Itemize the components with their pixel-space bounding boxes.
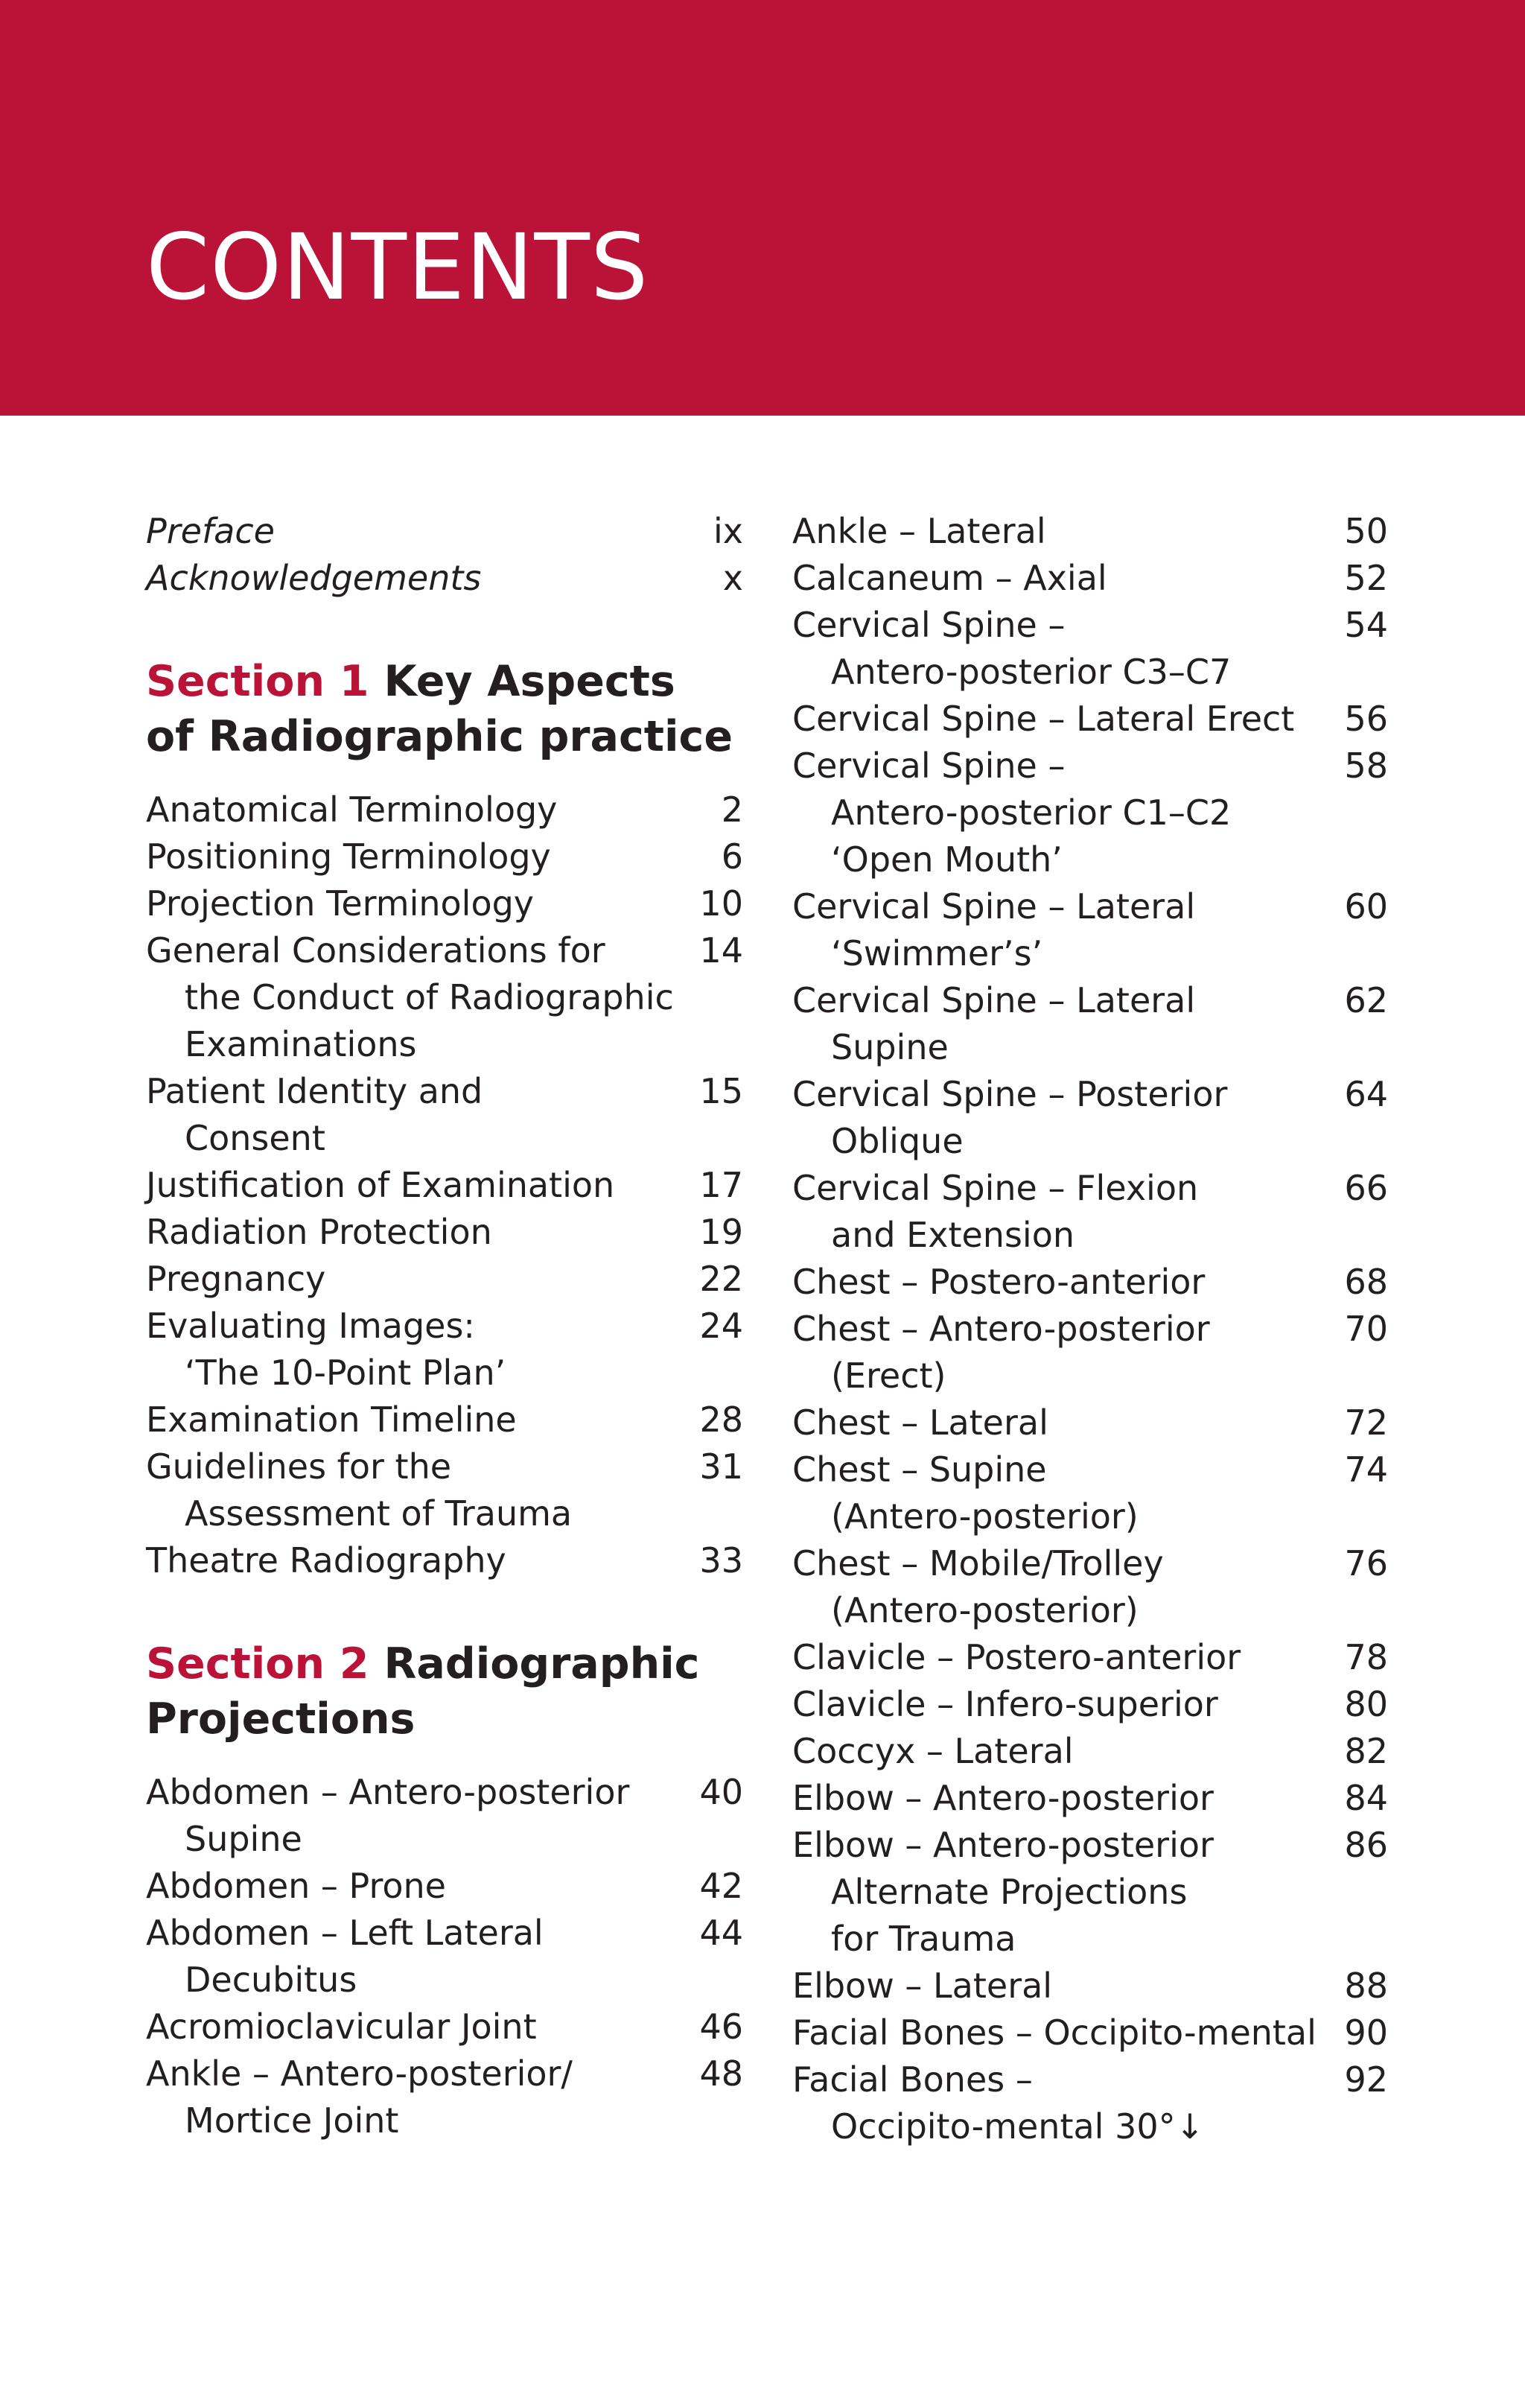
toc-entry-title-line: Cervical Spine –	[792, 746, 1066, 786]
toc-entry-title-line: Abdomen – Antero-posterior	[146, 1772, 630, 1812]
toc-entry-page: 2	[721, 790, 743, 830]
toc-entry-title-line: Supine	[185, 1819, 302, 1859]
toc-entry-title-line: Cervical Spine – Flexion	[792, 1168, 1199, 1208]
toc-entry[interactable]	[146, 555, 743, 602]
toc-entry-title	[792, 602, 1321, 696]
toc-entry-page: 54	[1344, 605, 1388, 645]
toc-entry[interactable]	[146, 787, 743, 833]
toc-entry[interactable]	[146, 1256, 743, 1303]
toc-entry-title-line: Chest – Mobile/Trolley	[792, 1543, 1164, 1583]
toc-entry-title-line: Pregnancy	[146, 1259, 326, 1299]
toc-entry[interactable]	[792, 508, 1388, 555]
toc-entry-page: 80	[1344, 1684, 1388, 1724]
section-2-label: Section 2	[146, 1639, 369, 1689]
toc-entry-page: ix	[713, 511, 743, 551]
toc-entry-title	[792, 1540, 1321, 1634]
toc-entry-page: 52	[1344, 558, 1388, 598]
toc-entry[interactable]	[146, 927, 743, 1068]
toc-entry-title	[792, 1400, 1321, 1446]
toc-entry-title-line: ‘The 10-Point Plan’	[185, 1353, 506, 1393]
toc-entry[interactable]	[146, 1769, 743, 1863]
toc-entry-title-line: Projection Terminology	[146, 883, 535, 924]
toc-entry-page: 40	[699, 1772, 743, 1812]
toc-entry[interactable]	[792, 696, 1388, 743]
toc-entry-page: 88	[1344, 1966, 1388, 2006]
toc-entry-page: 74	[1344, 1449, 1388, 1490]
toc-entry[interactable]	[792, 743, 1388, 883]
toc-entry-title-line: Coccyx – Lateral	[792, 1731, 1074, 1771]
toc-entry-page: 72	[1344, 1402, 1388, 1443]
toc-entry-title-line: Abdomen – Prone	[146, 1866, 446, 1906]
section-1-label: Section 1	[146, 657, 369, 706]
toc-entry-page: 42	[699, 1866, 743, 1906]
toc-entry[interactable]	[792, 1775, 1388, 1822]
toc-entry-title-line: Calcaneum – Axial	[792, 558, 1107, 598]
toc-entry-title-line: (Antero-posterior)	[831, 1496, 1139, 1537]
toc-entry[interactable]	[792, 1446, 1388, 1540]
toc-entry[interactable]	[146, 1397, 743, 1443]
toc-entry-title: Acknowledgements	[146, 558, 482, 598]
toc-entry[interactable]	[792, 1634, 1388, 1681]
toc-right-column	[792, 508, 1388, 2150]
toc-entry[interactable]	[146, 1910, 743, 2004]
toc-entry-title-line: Theatre Radiography	[146, 1540, 506, 1581]
toc-entry-page: 58	[1344, 746, 1388, 786]
toc-entry-title	[146, 1397, 676, 1443]
header-banner	[0, 0, 1525, 416]
toc-entry[interactable]	[146, 833, 743, 880]
toc-entry[interactable]	[146, 1162, 743, 1209]
toc-entry-page: 68	[1344, 1262, 1388, 1302]
toc-entry-page: 92	[1344, 2059, 1388, 2100]
toc-entry-title	[146, 2050, 676, 2144]
toc-entry[interactable]	[792, 977, 1388, 1071]
toc-entry[interactable]	[792, 2056, 1388, 2150]
section-2-heading	[146, 1636, 743, 1747]
toc-entry[interactable]	[792, 602, 1388, 696]
toc-entry-page: x	[722, 558, 743, 598]
toc-entry-title-line: Patient Identity and	[146, 1071, 483, 1111]
toc-entry-title-line: General Considerations for	[146, 930, 605, 970]
toc-entry-title-line: Occipito-mental 30°↓	[831, 2106, 1205, 2147]
toc-entry-title-line: Elbow – Lateral	[792, 1966, 1053, 2006]
toc-entry[interactable]	[146, 1443, 743, 1537]
toc-entry-page: 84	[1344, 1778, 1388, 1818]
toc-entry-page: 31	[699, 1446, 743, 1487]
toc-entry-title-line: the Conduct of Radiographic	[185, 977, 674, 1017]
toc-entry-title-line: Radiation Protection	[146, 1212, 492, 1252]
toc-entry-page: 50	[1344, 511, 1388, 551]
toc-entry-title-line: Chest – Antero-posterior	[792, 1309, 1210, 1349]
toc-entry-title	[792, 1259, 1321, 1306]
toc-entry-title	[792, 1165, 1321, 1259]
toc-entry-title	[792, 1822, 1321, 1963]
toc-entry-title-line: and Extension	[831, 1215, 1074, 1255]
toc-left-column	[146, 508, 743, 2144]
toc-entry-title-line: ‘Open Mouth’	[831, 839, 1063, 880]
section-1-entries	[146, 787, 743, 1584]
toc-entry-title-line: Cervical Spine – Lateral Erect	[792, 699, 1295, 739]
toc-entry[interactable]	[792, 1165, 1388, 1259]
toc-entry-title-line: Decubitus	[185, 1960, 357, 2000]
toc-entry[interactable]	[146, 2004, 743, 2050]
toc-entry-page: 56	[1344, 699, 1388, 739]
section-2-title-line1: Radiographic	[383, 1639, 700, 1689]
toc-entry-title-line: Positioning Terminology	[146, 836, 551, 877]
toc-entry-page: 76	[1344, 1543, 1388, 1583]
toc-entry-page: 24	[699, 1306, 743, 1346]
toc-entry-title-line: Alternate Projections	[831, 1872, 1188, 1912]
toc-entry-page: 6	[721, 836, 743, 877]
toc-entry-title-line: Antero-posterior C3–C7	[831, 652, 1232, 692]
toc-entry[interactable]	[792, 2010, 1388, 2056]
toc-entry-title: Preface	[146, 511, 275, 551]
toc-entry-page: 10	[699, 883, 743, 924]
toc-entry[interactable]	[792, 1728, 1388, 1775]
toc-entry-page: 78	[1344, 1637, 1388, 1677]
toc-entry-title-line: (Antero-posterior)	[831, 1590, 1139, 1630]
toc-entry-title	[146, 833, 676, 880]
toc-entry[interactable]	[792, 1259, 1388, 1306]
toc-entry-page: 22	[699, 1259, 743, 1299]
toc-entry-title	[792, 977, 1321, 1071]
toc-entry[interactable]	[146, 2050, 743, 2144]
toc-entry-title	[146, 1209, 676, 1256]
toc-entry-title-line: Evaluating Images:	[146, 1306, 475, 1346]
toc-entry-title-line: Cervical Spine – Lateral	[792, 980, 1196, 1020]
toc-entry-title	[792, 1728, 1321, 1775]
toc-entry-title-line: Examination Timeline	[146, 1400, 517, 1440]
toc-entry-title	[146, 1537, 676, 1584]
toc-entry-title	[792, 1306, 1321, 1400]
toc-entry-page: 48	[699, 2053, 743, 2094]
section-1-heading	[146, 654, 743, 764]
toc-entry-page: 17	[699, 1165, 743, 1205]
toc-entry[interactable]	[792, 1963, 1388, 2010]
section-1-title-line1: Key Aspects	[383, 657, 675, 706]
toc-entry-title	[146, 1303, 676, 1397]
toc-entry-title-line: Acromioclavicular Joint	[146, 2007, 537, 2047]
toc-entry-title-line: Abdomen – Left Lateral	[146, 1913, 544, 1953]
toc-entry-page: 90	[1344, 2013, 1388, 2053]
toc-entry-title-line: Cervical Spine –	[792, 605, 1066, 645]
toc-entry-title	[146, 1863, 676, 1910]
toc-entry-title	[792, 696, 1321, 743]
toc-entry-title	[146, 1769, 676, 1863]
toc-entry-page: 33	[699, 1540, 743, 1581]
toc-entry-page: 14	[699, 930, 743, 970]
toc-entry-title	[146, 880, 676, 927]
toc-entry[interactable]	[792, 1540, 1388, 1634]
toc-entry-title	[792, 1071, 1321, 1165]
toc-entry-title	[792, 743, 1321, 883]
toc-entry-title-line: Antero-posterior C1–C2	[831, 792, 1232, 833]
toc-entry-page: 28	[699, 1400, 743, 1440]
toc-entry-page: 70	[1344, 1309, 1388, 1349]
toc-entry-title-line: ‘Swimmer’s’	[831, 933, 1043, 973]
toc-entry-title-line: Facial Bones –	[792, 2059, 1033, 2100]
toc-entry-title-line: Mortice Joint	[185, 2100, 399, 2141]
toc-entry-page: 46	[699, 2007, 743, 2047]
toc-entry-title-line: Ankle – Antero-posterior/	[146, 2053, 573, 2094]
toc-entry-title	[792, 1634, 1321, 1681]
toc-entry-title	[792, 555, 1321, 602]
toc-entry-page: 19	[699, 1212, 743, 1252]
toc-entry-title	[792, 1775, 1321, 1822]
toc-entry-title	[792, 508, 1321, 555]
toc-entry-title-line: Examinations	[185, 1024, 417, 1064]
toc-entry-title	[146, 2004, 676, 2050]
toc-entry[interactable]	[146, 880, 743, 927]
section-1-title-line2: of Radiographic practice	[146, 712, 733, 761]
toc-entry-title-line: Chest – Supine	[792, 1449, 1047, 1490]
toc-entry-title-line: Cervical Spine – Lateral	[792, 886, 1196, 927]
section-2-entries	[146, 1769, 743, 2144]
toc-entry[interactable]	[792, 1681, 1388, 1728]
toc-entry-page: 15	[699, 1071, 743, 1111]
toc-entry-title-line: Anatomical Terminology	[146, 790, 558, 830]
toc-entry-page: 62	[1344, 980, 1388, 1020]
toc-entry[interactable]	[792, 1306, 1388, 1400]
toc-entry-page: 64	[1344, 1074, 1388, 1114]
toc-entry[interactable]	[146, 1209, 743, 1256]
front-matter	[146, 508, 743, 602]
toc-entry-title	[792, 1446, 1321, 1540]
toc-entry-title-line: Elbow – Antero-posterior	[792, 1778, 1214, 1818]
section-2-title-line2: Projections	[146, 1694, 416, 1744]
toc-entry-title-line: Guidelines for the	[146, 1446, 452, 1487]
toc-entry-title	[146, 1910, 676, 2004]
toc-entry-title-line: Ankle – Lateral	[792, 511, 1046, 551]
toc-entry-title-line: Facial Bones – Occipito-mental	[792, 2013, 1317, 2053]
toc-entry[interactable]	[146, 1537, 743, 1584]
toc-entry-title	[146, 787, 676, 833]
toc-entry-title-line: Consent	[185, 1118, 325, 1158]
section-2-entries-continued	[792, 508, 1388, 2150]
toc-entry-title	[146, 1443, 676, 1537]
toc-entry-title-line: Elbow – Antero-posterior	[792, 1825, 1214, 1865]
toc-entry-title-line: Clavicle – Postero-anterior	[792, 1637, 1241, 1677]
toc-entry-title-line: Assessment of Trauma	[185, 1493, 573, 1534]
toc-entry-title-line: for Trauma	[831, 1919, 1016, 1959]
toc-entry[interactable]	[792, 1071, 1388, 1165]
toc-entry[interactable]	[792, 1822, 1388, 1963]
toc-entry[interactable]	[146, 1303, 743, 1397]
toc-entry-title	[146, 927, 676, 1068]
toc-entry-title-line: Cervical Spine – Posterior	[792, 1074, 1228, 1114]
toc-entry-title-line: Oblique	[831, 1121, 964, 1161]
toc-entry-title	[146, 1162, 676, 1209]
toc-entry-title	[792, 1963, 1321, 2010]
toc-entry[interactable]	[792, 883, 1388, 977]
toc-entry-title	[792, 2056, 1321, 2150]
toc-entry[interactable]	[146, 508, 743, 555]
toc-entry-title	[792, 1681, 1321, 1728]
toc-entry-title-line: Justification of Examination	[146, 1165, 615, 1205]
toc-entry[interactable]	[146, 1068, 743, 1162]
toc-entry[interactable]	[792, 555, 1388, 602]
toc-entry-title-line: Supine	[831, 1027, 949, 1067]
toc-entry-page: 60	[1344, 886, 1388, 927]
page-title: CONTENTS	[146, 215, 649, 320]
toc-entry-title-line: Chest – Lateral	[792, 1402, 1048, 1443]
toc-entry-title	[792, 883, 1321, 977]
toc-entry[interactable]	[792, 1400, 1388, 1446]
toc-entry-title	[792, 2010, 1321, 2056]
toc-entry-title	[146, 1256, 676, 1303]
toc-entry-page: 86	[1344, 1825, 1388, 1865]
toc-entry-page: 66	[1344, 1168, 1388, 1208]
toc-entry-title-line: (Erect)	[831, 1356, 946, 1396]
toc-entry-title	[146, 1068, 676, 1162]
toc-entry-title-line: Chest – Postero-anterior	[792, 1262, 1206, 1302]
toc-entry-page: 44	[699, 1913, 743, 1953]
toc-entry[interactable]	[146, 1863, 743, 1910]
toc-entry-title-line: Clavicle – Infero-superior	[792, 1684, 1218, 1724]
toc-entry-page: 82	[1344, 1731, 1388, 1771]
